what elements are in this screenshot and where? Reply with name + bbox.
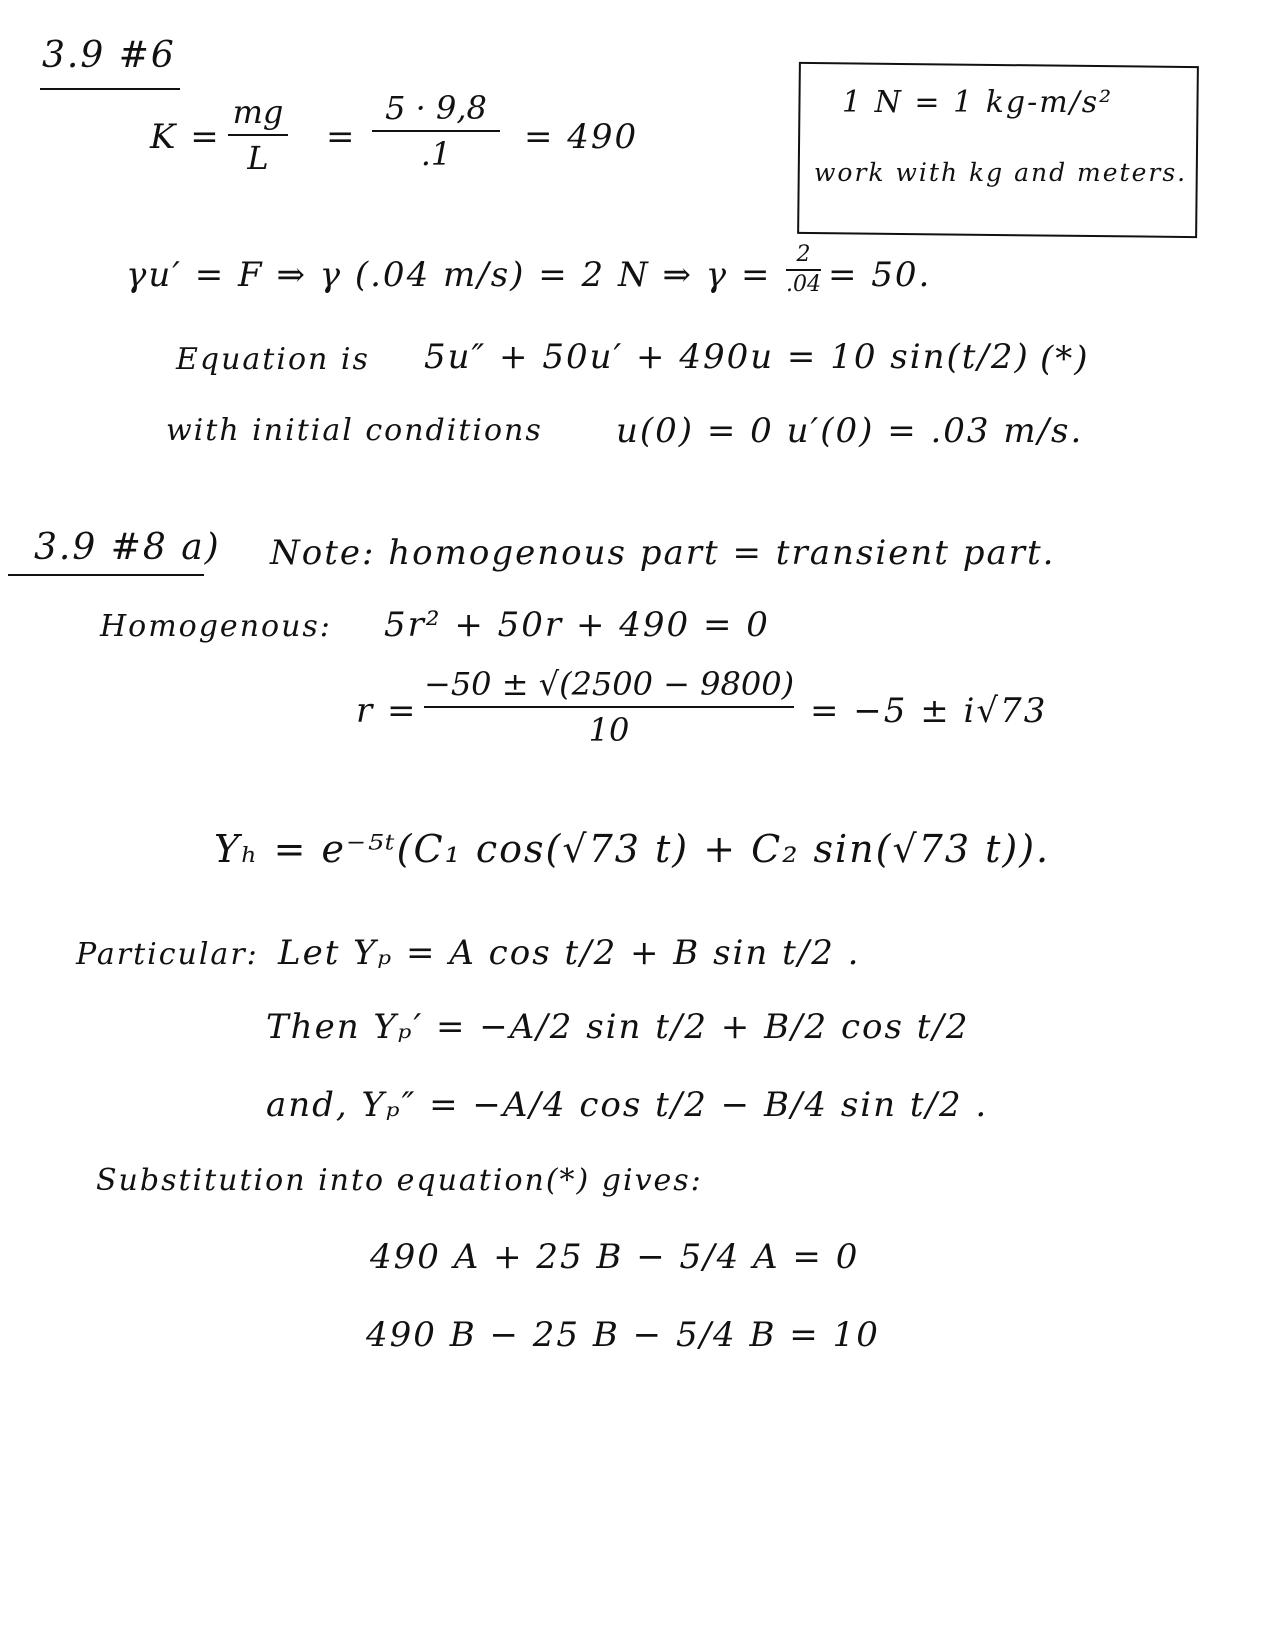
initial-conditions-label: with initial conditions	[166, 413, 543, 448]
fraction-bar	[424, 706, 794, 708]
units-box-line-1: 1 N = 1 kg-m/s²	[842, 85, 1114, 120]
k-result: = 490	[524, 117, 639, 157]
title-underline	[40, 88, 180, 90]
characteristic-equation: 5r² + 50r + 490 = 0	[384, 605, 770, 645]
fraction-numerator: −50 ± √(2500 − 9800)	[424, 665, 795, 703]
fraction-bar	[228, 134, 288, 136]
units-box-line-2: work with kg and meters.	[814, 158, 1188, 187]
fraction-numerator: mg	[232, 93, 284, 131]
equals-sign: =	[326, 117, 357, 157]
roots-result: = −5 ± i√73	[810, 691, 1048, 731]
equation-label: Equation is	[176, 342, 370, 377]
differential-equation: 5u″ + 50u′ + 490u = 10 sin(t/2)	[424, 337, 1030, 377]
fraction-values	[372, 89, 500, 173]
problem-6-title: 3.9 #6	[42, 35, 176, 76]
fraction-numerator: 2	[796, 242, 811, 267]
note: Note: homogenous part = transient part.	[270, 533, 1056, 573]
initial-conditions: u(0) = 0 u′(0) = .03 m/s.	[616, 411, 1084, 451]
equation-tag: (*)	[1040, 339, 1090, 379]
substitution-line: Substitution into equation(*) gives:	[96, 1163, 703, 1198]
first-derivative: Then Yₚ′ = −A/2 sin t/2 + B/2 cos t/2	[266, 1007, 970, 1047]
homogeneous-solution: Yₕ = e⁻⁵ᵗ(C₁ cos(√73 t) + C₂ sin(√73 t)).	[214, 827, 1051, 871]
fraction-bar	[372, 130, 500, 132]
system-equation-1: 490 A + 25 B − 5/4 A = 0	[370, 1237, 860, 1277]
quadratic-formula	[424, 665, 795, 749]
fraction-denominator: .04	[786, 272, 821, 297]
r-lhs: r =	[356, 691, 418, 731]
fraction-denominator: .1	[420, 135, 452, 173]
fraction-denominator: 10	[588, 711, 630, 749]
particular-label: Particular:	[76, 937, 259, 972]
fraction-denominator: L	[247, 139, 269, 177]
fraction-numerator: 5 · 9,8	[385, 89, 487, 127]
fraction-bar	[786, 269, 821, 271]
fraction-2-over-04	[786, 244, 821, 296]
problem-8-title: 3.9 #8 a)	[34, 527, 221, 568]
second-derivative: and, Yₚ″ = −A/4 cos t/2 − B/4 sin t/2 .	[266, 1085, 989, 1125]
homogenous-label: Homogenous:	[100, 609, 332, 644]
fraction-mg-over-l	[228, 93, 288, 177]
system-equation-2: 490 B − 25 B − 5/4 B = 10	[366, 1315, 880, 1355]
k-lhs: K =	[150, 117, 221, 157]
gamma-result: = 50.	[828, 255, 932, 295]
particular-guess: Let Yₚ = A cos t/2 + B sin t/2 .	[278, 933, 861, 973]
title-underline	[8, 574, 204, 576]
gamma-derivation: γu′ = F ⇒ γ (.04 m/s) = 2 N ⇒ γ =	[126, 255, 772, 295]
